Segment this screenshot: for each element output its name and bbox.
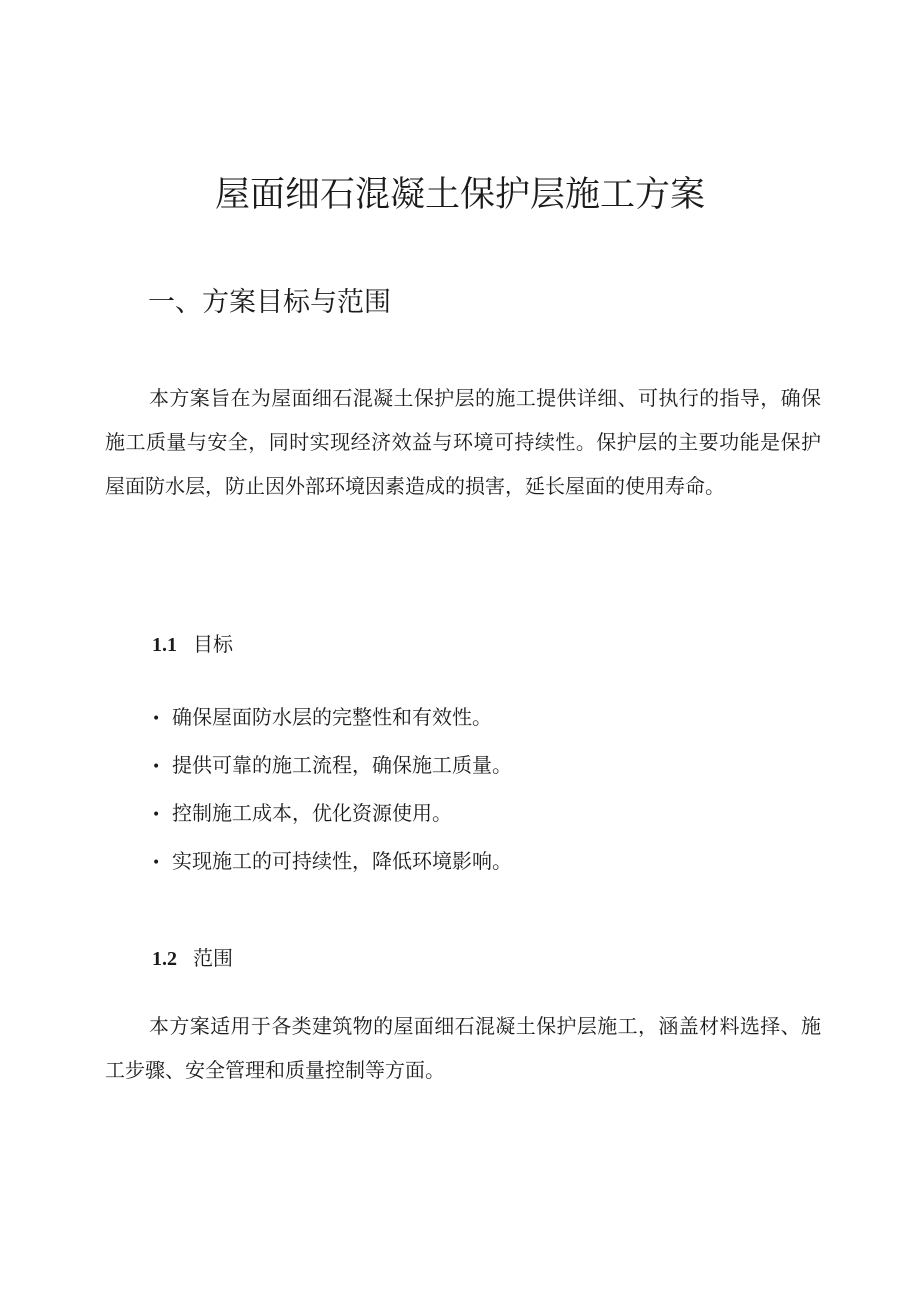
list-item: • 控制施工成本，优化资源使用。 [152, 789, 512, 837]
intro-paragraph: 本方案旨在为屋面细石混凝土保护层的施工提供详细、可执行的指导，确保施工质量与安全，同时实现经济效益与环境可持续性。保护层的主要功能是保护屋面防水层，防止因外部环境因素造成的损害，延长屋面的使用寿命。 [105, 386, 821, 498]
bullet-icon: • [152, 806, 161, 823]
goals-subheading [152, 629, 233, 660]
scope-label: 范围 [193, 946, 233, 970]
document-title: 屋面细石混凝土保护层施工方案 [214, 175, 705, 215]
bullet-icon: • [152, 710, 161, 727]
bullet-icon: • [152, 854, 161, 871]
scope-paragraph: 本方案适用于各类建筑物的屋面细石混凝土保护层施工，涵盖材料选择、施工步骤、安全管理和质量控制等方面。 [105, 1014, 821, 1082]
goals-number: 1.1 [152, 634, 177, 656]
scope-number: 1.2 [152, 948, 177, 970]
list-item: • 提供可靠的施工流程，确保施工质量。 [152, 741, 512, 789]
goals-list [152, 693, 512, 885]
section-heading: 一、方案目标与范围 [148, 287, 391, 318]
goals-label: 目标 [193, 632, 233, 656]
scope-subheading [152, 943, 233, 974]
bullet-icon: • [152, 758, 161, 775]
list-item: • 确保屋面防水层的完整性和有效性。 [152, 693, 512, 741]
list-item: • 实现施工的可持续性，降低环境影响。 [152, 837, 512, 885]
